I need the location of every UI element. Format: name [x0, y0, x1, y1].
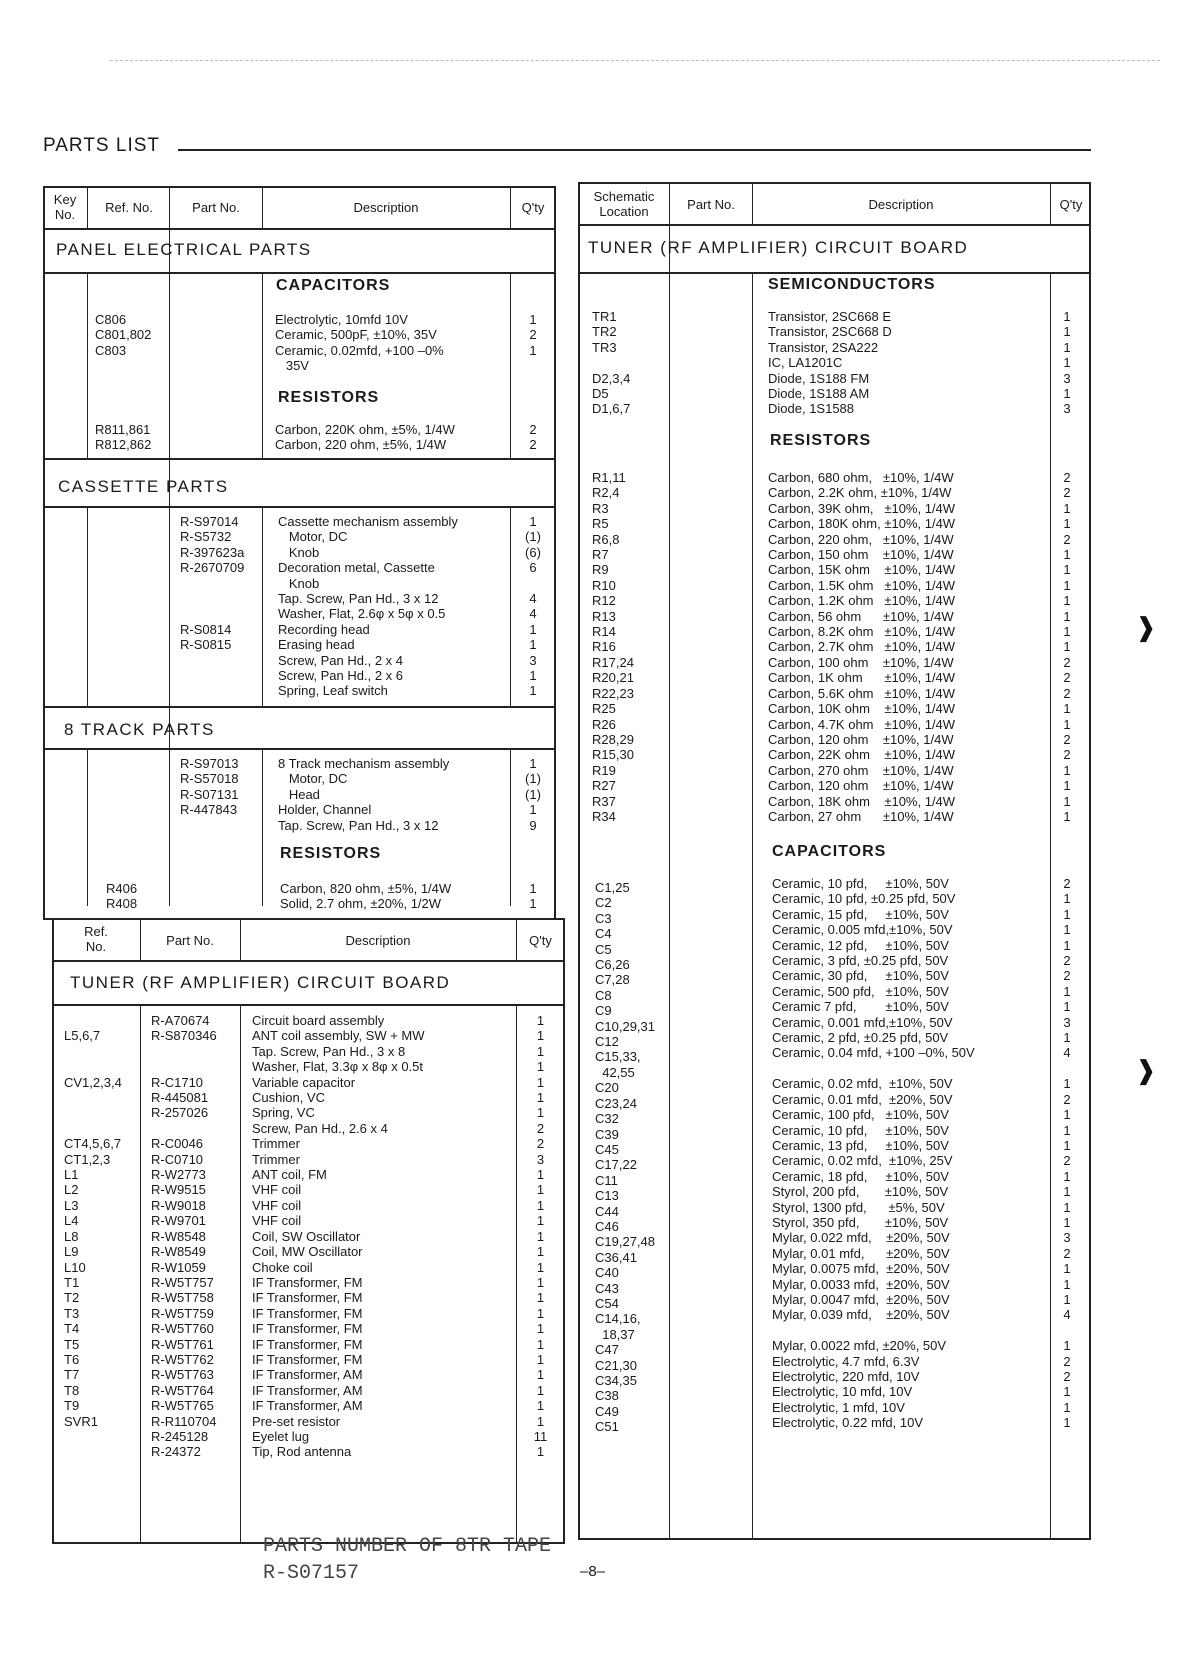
cap-right-qty: 2 1 1 1 1 2 2 1 1 3 1 4 1 2 1 1 1 2 1 1 1 1 3 2 1 1 1 4 1 2 2 1 1 1 [1063, 876, 1071, 1431]
divider [240, 918, 241, 960]
section-title-8-track: 8 TRACK PARTS [64, 720, 215, 739]
panel-cap-ref: C806 C801,802 C803 [95, 312, 152, 358]
divider [43, 458, 556, 460]
page-title: PARTS LIST [43, 135, 160, 156]
divider [169, 186, 170, 906]
cassette-part-no: R-S97014 R-S5732 R-397623a R-2670709 R-S0814 R-S0815 [180, 514, 245, 653]
divider [510, 748, 511, 906]
res-right-desc: Carbon, 680 ohm, ±10%, 1/4W Carbon, 2.2K ohm, ±10%, 1/4W Carbon, 39K ohm, ±10%, 1/4W Carbon, 180K ohm, ±10%, 1/4W Carbon, 220 ohm, ±10%, 1/4W Carbon, 150 ohm ±10%, 1/4W Carbon, 15K ohm ±10%, 1/4W Carbon, 1.5K ohm ±10%, 1/4W Carbon, 1.2K ohm ±10%, 1/4W Carbon, 56 ohm ±10%, 1/4W Carbon, 8.2K ohm ±10%, 1/4W Carbon, 2.7K ohm ±10%, 1/4W Carbon, 100 ohm ±10%, 1/4W Carbon, 1K ohm ±10%, 1/4W Carbon, 5.6K ohm ±10%, 1/4W Carbon, 10K ohm ±10%, 1/4W Carbon, 4.7K ohm ±10%, 1/4W Carbon, 120 ohm ±10%, 1/4W Carbon, 22K ohm ±10%, 1/4W Carbon, 270 ohm ±10%, 1/4W Carbon, 120 ohm ±10%, 1/4W Carbon, 18K ohm ±10%, 1/4W Carbon, 27 ohm ±10%, 1/4W [768, 470, 956, 824]
divider [262, 506, 263, 706]
divider [510, 272, 511, 458]
subheading-resistors-8-track: RESISTORS [280, 845, 382, 862]
eight-track-qty: 1 (1) (1) 1 9 [525, 756, 541, 833]
divider [516, 918, 517, 960]
subheading-resistors: RESISTORS [278, 389, 380, 406]
header2-part-no: Part No. [166, 933, 214, 948]
divider [262, 748, 263, 906]
handwritten-note-line1: PARTS NUMBER OF 8TR TAPE [263, 1535, 552, 1558]
page-number: –8– [580, 1563, 606, 1580]
header-part-no: Part No. [192, 200, 240, 215]
header-description-right: Description [868, 197, 934, 212]
eight-track-res-ref: R406 R408 [106, 881, 138, 912]
cap-right-ref: C1,25 C2 C3 C4 C5 C6,26 C7,28 C8 C9 C10,29,31 C12 C15,33, 42,55 C20 C23,24 C32 C39 C45 C17,22 C11 C13 C44 C46 C19,27,48 C36,41 C40 C43 C54 C14,16, 18,37 C47 C21,30 C34,35 C38 C49 C51 [595, 880, 655, 1435]
binder-hole-mark-icon: ❱ [1135, 1055, 1157, 1085]
divider [87, 506, 88, 706]
tuner-left-ref: L5,6,7 CV1,2,3,4 CT4,5,6,7 CT1,2,3 L1 L2 L3 L4 L8 L9 L10 T1 T2 T3 T4 T5 T6 T7 T8 T9 SVR1 [64, 1028, 122, 1429]
divider [262, 186, 263, 228]
divider [140, 1004, 141, 1544]
eight-track-res-desc: Carbon, 820 ohm, ±5%, 1/4W Solid, 2.7 ohm, ±20%, 1/2W [280, 881, 452, 912]
divider [510, 186, 511, 228]
header-ref-no: Ref. No. [105, 200, 153, 215]
header-qty-right: Q'ty [1059, 197, 1083, 212]
panel-cap-desc: Electrolytic, 10mfd 10V Ceramic, 500pF, ±10%, 35V Ceramic, 0.02mfd, +100 –0% 35V [275, 312, 444, 374]
semi-qty: 1 1 1 1 3 1 3 [1063, 309, 1071, 417]
subheading-capacitors: CAPACITORS [276, 277, 391, 294]
divider [52, 1004, 565, 1006]
divider [510, 506, 511, 706]
subheading-semiconductors: SEMICONDUCTORS [768, 276, 936, 293]
header-key-no: Key No. [53, 192, 77, 222]
panel-res-qty: 2 2 [529, 422, 537, 453]
divider [752, 272, 753, 1540]
divider [1050, 272, 1051, 1540]
divider [43, 706, 556, 708]
header2-description: Description [345, 933, 411, 948]
divider [240, 1004, 241, 1544]
divider [752, 182, 753, 224]
cassette-desc: Cassette mechanism assembly Motor, DC Knob Decoration metal, Cassette Knob Tap. Screw, Pan Hd., 3 x 12 Washer, Flat, 2.6φ x 5φ x 0.5 Recording head Erasing head Screw, Pan Hd., 2 x 4 Screw, Pan Hd., 2 x 6 Spring, Leaf switch [278, 514, 458, 699]
panel-res-ref: R811,861 R812,862 [95, 422, 152, 453]
header-qty: Q'ty [521, 200, 545, 215]
header-description: Description [353, 200, 419, 215]
divider [43, 748, 556, 750]
tuner-left-desc: Circuit board assembly ANT coil assembly, SW + MW Tap. Screw, Pan Hd., 3 x 8 Washer, Flat, 3.3φ x 8φ x 0.5t Variable capacitor Cushion, VC Spring, VC Screw, Pan Hd., 2.6 x 4 Trimmer Trimmer ANT coil, FM VHF coil VHF coil VHF coil Coil, SW Oscillator Coil, MW Oscillator Choke coil IF Transformer, FM IF Transformer, FM IF Transformer, FM IF Transformer, FM IF Transformer, FM IF Transformer, FM IF Transformer, AM IF Transformer, AM IF Transformer, AM Pre-set resistor Eyelet lug Tip, Rod antenna [252, 1013, 425, 1460]
cap-right-desc: Ceramic, 10 pfd, ±10%, 50V Ceramic, 10 pfd, ±0.25 pfd, 50V Ceramic, 15 pfd, ±10%, 50V Ceramic, 0.005 mfd,±10%, 50V Ceramic, 12 pfd, ±10%, 50V Ceramic, 3 pfd, ±0.25 pfd, 50V Ceramic, 30 pfd, ±10%, 50V Ceramic, 500 pfd, ±10%, 50V Ceramic 7 pfd, ±10%, 50V Ceramic, 0.001 mfd,±10%, 50V Ceramic, 2 pfd, ±0.25 pfd, 50V Ceramic, 0.04 mfd, +100 –0%, 50V Ceramic, 0.02 mfd, ±10%, 50V Ceramic, 0.01 mfd, ±20%, 50V Ceramic, 100 pfd, ±10%, 50V Ceramic, 10 pfd, ±10%, 50V Ceramic, 13 pfd, ±10%, 50V Ceramic, 0.02 mfd, ±10%, 25V Ceramic, 18 pfd, ±10%, 50V Styrol, 200 pfd, ±10%, 50V Styrol, 1300 pfd, ±5%, 50V Styrol, 350 pfd, ±10%, 50V Mylar, 0.022 mfd, ±20%, 50V Mylar, 0.01 mfd, ±20%, 50V Mylar, 0.0075 mfd, ±20%, 50V Mylar, 0.0033 mfd, ±20%, 50V Mylar, 0.0047 mfd, ±20%, 50V Mylar, 0.039 mfd, ±20%, 50V Mylar, 0.0022 mfd, ±20%, 50V Electrolytic, 4.7 mfd, 6.3V Electrolytic, 220 mfd, 10V Electrolytic, 10 mfd, 10V Electrolytic, 1 mfd, 10V Electrolytic, 0.22 mfd, 10V [772, 876, 975, 1431]
divider [87, 748, 88, 906]
panel-cap-qty: 1 2 1 [529, 312, 537, 358]
semi-desc: Transistor, 2SC668 E Transistor, 2SC668 D Transistor, 2SA222 IC, LA1201C Diode, 1S188 FM Diode, 1S188 AM Diode, 1S1588 [768, 309, 892, 417]
subheading-capacitors-right: CAPACITORS [772, 843, 887, 860]
divider [87, 272, 88, 458]
header2-qty: Q'ty [529, 933, 552, 948]
divider [43, 506, 556, 508]
semi-ref: TR1 TR2 TR3 D2,3,4 D5 D1,6,7 [592, 309, 631, 417]
divider [578, 272, 1091, 274]
panel-res-desc: Carbon, 220K ohm, ±5%, 1/4W Carbon, 220 ohm, ±5%, 1/4W [275, 422, 455, 453]
divider [140, 918, 141, 960]
eight-track-desc: 8 Track mechanism assembly Motor, DC Head Holder, Channel Tap. Screw, Pan Hd., 3 x 12 [278, 756, 450, 833]
section-title-tuner-left: TUNER (RF AMPLIFIER) CIRCUIT BOARD [70, 973, 451, 992]
divider [43, 272, 556, 274]
eight-track-res-qty: 1 1 [529, 881, 537, 912]
divider [43, 228, 556, 230]
res-right-ref: R1,11 R2,4 R3 R5 R6,8 R7 R9 R10 R12 R13 R14 R16 R17,24 R20,21 R22,23 R25 R26 R28,29 R15,30 R19 R27 R37 R34 [592, 470, 634, 824]
tuner-left-part-no: R-A70674 R-S870346 R-C1710 R-445081 R-257026 R-C0046 R-C0710 R-W2773 R-W9515 R-W9018 R-W9701 R-W8548 R-W8549 R-W1059 R-W5T757 R-W5T758 R-W5T759 R-W5T760 R-W5T761 R-W5T762 R-W5T763 R-W5T764 R-W5T765 R-R110704 R-245128 R-24372 [151, 1013, 217, 1460]
eight-track-part-no: R-S97013 R-S57018 R-S07131 R-447843 [180, 756, 239, 818]
divider [516, 1004, 517, 1544]
divider [52, 960, 565, 962]
divider [87, 186, 88, 228]
title-rule [178, 149, 1091, 151]
divider [262, 272, 263, 458]
header-part-no-right: Part No. [687, 197, 735, 212]
header-schematic-location: Schematic Location [593, 189, 655, 219]
section-title-cassette: CASSETTE PARTS [58, 477, 229, 496]
top-scan-rule [110, 60, 1160, 61]
res-right-qty: 2 2 1 1 2 1 1 1 1 1 1 1 2 2 2 1 1 2 2 1 1 1 1 [1063, 470, 1071, 824]
section-title-tuner-right: TUNER (RF AMPLIFIER) CIRCUIT BOARD [588, 238, 969, 257]
divider [578, 224, 1091, 226]
divider [1050, 182, 1051, 224]
binder-hole-mark-icon: ❱ [1135, 612, 1157, 642]
cassette-qty: 1 (1) (6) 6 4 4 1 1 3 1 1 [525, 514, 541, 699]
subheading-resistors-right: RESISTORS [770, 432, 872, 449]
tuner-left-qty: 1 1 1 1 1 1 1 2 2 3 1 1 1 1 1 1 1 1 1 1 1 1 1 1 1 1 1 11 1 [533, 1013, 548, 1460]
divider [669, 182, 670, 1540]
section-title-panel: PANEL ELECTRICAL PARTS [56, 240, 312, 259]
handwritten-note-line2: R-S07157 [263, 1562, 360, 1585]
header2-ref-no: Ref. No. [84, 924, 108, 954]
